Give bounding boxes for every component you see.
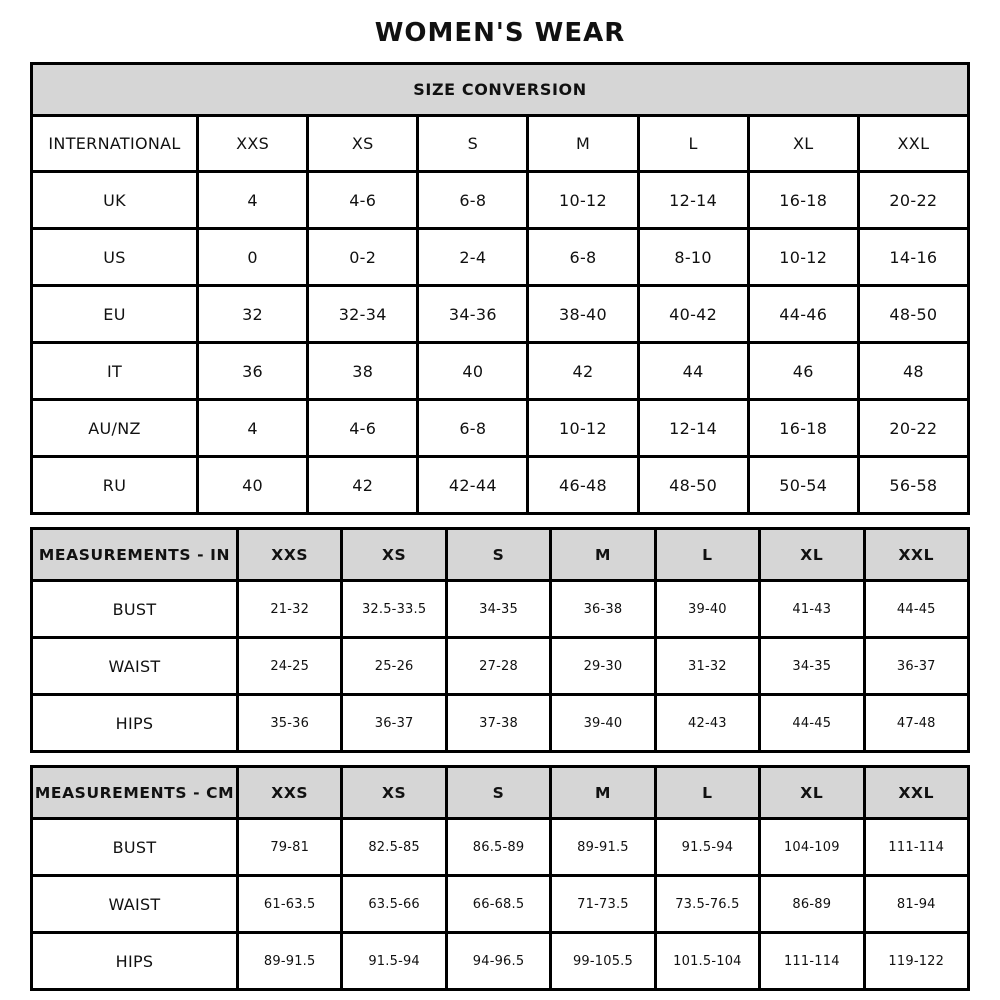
cell-aunz-s: 6-8 <box>418 400 528 457</box>
measurements-in-title: MEASUREMENTS - IN <box>32 529 238 581</box>
row-label-eu: EU <box>32 286 198 343</box>
cell-bust-cm-s: 86.5-89 <box>446 819 550 876</box>
table-row-hips-cm <box>32 933 969 990</box>
table-row-aunz <box>32 400 969 457</box>
cell-bust-cm-xxl: 111-114 <box>864 819 968 876</box>
cell-us-l: 8-10 <box>638 229 748 286</box>
cell-waist-cm-xs: 63.5-66 <box>342 876 446 933</box>
cm-size-header-xs: XS <box>342 767 446 819</box>
cell-ru-xs: 42 <box>308 457 418 514</box>
cell-uk-xxl: 20-22 <box>858 172 968 229</box>
measurements-cm-table <box>30 765 970 991</box>
cell-waist-cm-xl: 86-89 <box>760 876 864 933</box>
in-size-header-xl: XL <box>760 529 864 581</box>
cell-us-xxl: 14-16 <box>858 229 968 286</box>
row-label-waist-in: WAIST <box>32 638 238 695</box>
size-header-s: S <box>418 116 528 172</box>
cell-aunz-xxs: 4 <box>198 400 308 457</box>
row-label-bust-cm: BUST <box>32 819 238 876</box>
cell-waist-cm-xxl: 81-94 <box>864 876 968 933</box>
cell-eu-xxl: 48-50 <box>858 286 968 343</box>
in-size-header-xxl: XXL <box>864 529 968 581</box>
cell-ru-xxl: 56-58 <box>858 457 968 514</box>
cell-hips-in-s: 37-38 <box>446 695 550 752</box>
cell-us-xs: 0-2 <box>308 229 418 286</box>
cell-bust-in-xl: 41-43 <box>760 581 864 638</box>
size-header-m: M <box>528 116 638 172</box>
cell-uk-l: 12-14 <box>638 172 748 229</box>
cell-hips-cm-xxs: 89-91.5 <box>238 933 342 990</box>
cell-it-xxs: 36 <box>198 343 308 400</box>
table-row-hips-in <box>32 695 969 752</box>
cell-hips-cm-xl: 111-114 <box>760 933 864 990</box>
cell-it-xs: 38 <box>308 343 418 400</box>
cell-bust-in-xxs: 21-32 <box>238 581 342 638</box>
row-label-us: US <box>32 229 198 286</box>
row-label-it: IT <box>32 343 198 400</box>
cell-waist-in-xxl: 36-37 <box>864 638 968 695</box>
in-size-header-l: L <box>655 529 759 581</box>
cell-ru-xl: 50-54 <box>748 457 858 514</box>
cell-waist-in-xxs: 24-25 <box>238 638 342 695</box>
cell-aunz-m: 10-12 <box>528 400 638 457</box>
size-header-xxl: XXL <box>858 116 968 172</box>
size-header-xl: XL <box>748 116 858 172</box>
size-conversion-size-row <box>32 116 969 172</box>
in-size-header-m: M <box>551 529 655 581</box>
cell-it-s: 40 <box>418 343 528 400</box>
cell-waist-in-xl: 34-35 <box>760 638 864 695</box>
cell-aunz-xxl: 20-22 <box>858 400 968 457</box>
cell-us-m: 6-8 <box>528 229 638 286</box>
row-label-hips-cm: HIPS <box>32 933 238 990</box>
cell-ru-s: 42-44 <box>418 457 528 514</box>
cell-bust-cm-xs: 82.5-85 <box>342 819 446 876</box>
size-conversion-title: SIZE CONVERSION <box>32 64 969 116</box>
cell-waist-cm-m: 71-73.5 <box>551 876 655 933</box>
cell-bust-in-m: 36-38 <box>551 581 655 638</box>
cell-bust-in-xs: 32.5-33.5 <box>342 581 446 638</box>
table-row-it <box>32 343 969 400</box>
row-label-bust-in: BUST <box>32 581 238 638</box>
cell-hips-cm-s: 94-96.5 <box>446 933 550 990</box>
cell-waist-cm-s: 66-68.5 <box>446 876 550 933</box>
cell-ru-m: 46-48 <box>528 457 638 514</box>
row-label-ru: RU <box>32 457 198 514</box>
measurements-in-header-row <box>32 529 969 581</box>
size-header-l: L <box>638 116 748 172</box>
table-row-bust-cm <box>32 819 969 876</box>
cell-uk-xl: 16-18 <box>748 172 858 229</box>
table-row-us <box>32 229 969 286</box>
cm-size-header-s: S <box>446 767 550 819</box>
cell-waist-in-l: 31-32 <box>655 638 759 695</box>
in-size-header-xs: XS <box>342 529 446 581</box>
size-header-xs: XS <box>308 116 418 172</box>
cell-hips-in-l: 42-43 <box>655 695 759 752</box>
cell-hips-cm-xs: 91.5-94 <box>342 933 446 990</box>
table-row-bust-in <box>32 581 969 638</box>
cell-waist-in-xs: 25-26 <box>342 638 446 695</box>
cell-bust-cm-m: 89-91.5 <box>551 819 655 876</box>
cell-uk-xxs: 4 <box>198 172 308 229</box>
cell-it-l: 44 <box>638 343 748 400</box>
cm-size-header-m: M <box>551 767 655 819</box>
cell-bust-cm-xxs: 79-81 <box>238 819 342 876</box>
cell-it-xl: 46 <box>748 343 858 400</box>
cell-bust-cm-xl: 104-109 <box>760 819 864 876</box>
cell-uk-xs: 4-6 <box>308 172 418 229</box>
cell-bust-in-l: 39-40 <box>655 581 759 638</box>
measurements-cm-title: MEASUREMENTS - CM <box>32 767 238 819</box>
size-conversion-table <box>30 62 970 515</box>
table-row-eu <box>32 286 969 343</box>
size-conversion-header-row <box>32 64 969 116</box>
measurements-in-table <box>30 527 970 753</box>
cell-it-xxl: 48 <box>858 343 968 400</box>
cell-bust-cm-l: 91.5-94 <box>655 819 759 876</box>
cm-size-header-xxs: XXS <box>238 767 342 819</box>
cell-aunz-l: 12-14 <box>638 400 748 457</box>
cell-eu-xl: 44-46 <box>748 286 858 343</box>
cm-size-header-xxl: XXL <box>864 767 968 819</box>
cell-hips-in-m: 39-40 <box>551 695 655 752</box>
cell-hips-in-xl: 44-45 <box>760 695 864 752</box>
cell-us-s: 2-4 <box>418 229 528 286</box>
cell-hips-in-xxs: 35-36 <box>238 695 342 752</box>
cell-hips-cm-xxl: 119-122 <box>864 933 968 990</box>
cell-hips-cm-l: 101.5-104 <box>655 933 759 990</box>
cell-ru-xxs: 40 <box>198 457 308 514</box>
cell-eu-xs: 32-34 <box>308 286 418 343</box>
in-size-header-s: S <box>446 529 550 581</box>
cell-hips-in-xs: 36-37 <box>342 695 446 752</box>
cell-hips-in-xxl: 47-48 <box>864 695 968 752</box>
cell-bust-in-xxl: 44-45 <box>864 581 968 638</box>
in-size-header-xxs: XXS <box>238 529 342 581</box>
table-row-waist-in <box>32 638 969 695</box>
cell-eu-l: 40-42 <box>638 286 748 343</box>
row-label-uk: UK <box>32 172 198 229</box>
cell-us-xl: 10-12 <box>748 229 858 286</box>
cell-waist-cm-l: 73.5-76.5 <box>655 876 759 933</box>
page-title: WOMEN'S WEAR <box>374 18 626 48</box>
cell-ru-l: 48-50 <box>638 457 748 514</box>
cm-size-header-l: L <box>655 767 759 819</box>
cm-size-header-xl: XL <box>760 767 864 819</box>
row-label-waist-cm: WAIST <box>32 876 238 933</box>
size-header-xxs: XXS <box>198 116 308 172</box>
cell-uk-m: 10-12 <box>528 172 638 229</box>
table-row-waist-cm <box>32 876 969 933</box>
table-row-ru <box>32 457 969 514</box>
cell-waist-in-s: 27-28 <box>446 638 550 695</box>
cell-it-m: 42 <box>528 343 638 400</box>
row-label-hips-in: HIPS <box>32 695 238 752</box>
cell-eu-xxs: 32 <box>198 286 308 343</box>
cell-aunz-xl: 16-18 <box>748 400 858 457</box>
international-label: INTERNATIONAL <box>32 116 198 172</box>
cell-waist-cm-xxs: 61-63.5 <box>238 876 342 933</box>
row-label-aunz: AU/NZ <box>32 400 198 457</box>
cell-waist-in-m: 29-30 <box>551 638 655 695</box>
cell-us-xxs: 0 <box>198 229 308 286</box>
cell-uk-s: 6-8 <box>418 172 528 229</box>
cell-eu-m: 38-40 <box>528 286 638 343</box>
cell-eu-s: 34-36 <box>418 286 528 343</box>
cell-bust-in-s: 34-35 <box>446 581 550 638</box>
cell-hips-cm-m: 99-105.5 <box>551 933 655 990</box>
cell-aunz-xs: 4-6 <box>308 400 418 457</box>
measurements-cm-header-row <box>32 767 969 819</box>
table-row-uk <box>32 172 969 229</box>
